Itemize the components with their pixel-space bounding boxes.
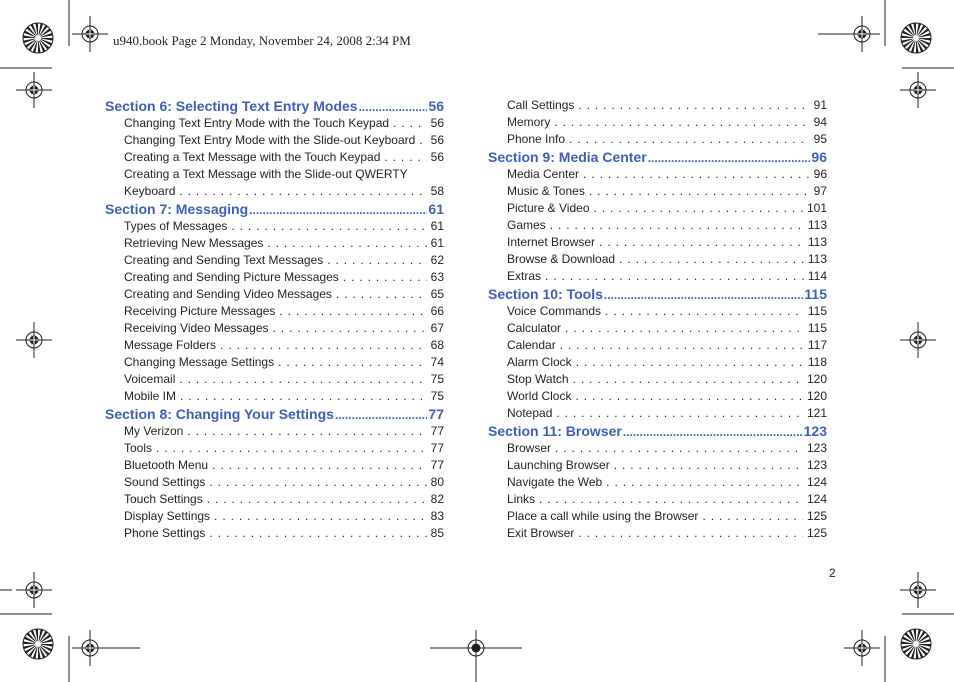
toc-entry[interactable] (488, 183, 827, 200)
toc-right-column (488, 97, 827, 542)
toc-page: 67 (430, 321, 444, 335)
dot-leader (648, 149, 811, 167)
dot-leader (336, 286, 427, 303)
toc-page: 77 (430, 424, 444, 438)
toc-title: Receiving Picture Messages (124, 304, 276, 318)
toc-title: Section 8: Changing Your Settings (105, 406, 334, 422)
dot-leader (575, 388, 803, 405)
toc-title: Notepad (507, 406, 553, 420)
toc-title: Changing Text Entry Mode with the Touch Keypad (124, 116, 390, 130)
toc-page: 83 (430, 509, 444, 523)
toc-title: Internet Browser (507, 235, 596, 249)
toc-page: 125 (806, 526, 827, 540)
starburst-mark-top-left (23, 23, 53, 53)
dot-leader (554, 114, 809, 131)
dot-leader (419, 132, 426, 149)
dot-leader (599, 234, 804, 251)
toc-page: 115 (807, 321, 827, 335)
toc-title: Stop Watch (507, 372, 569, 386)
dot-leader (207, 491, 427, 508)
toc-entry[interactable] (105, 457, 444, 474)
dot-leader (209, 474, 426, 491)
toc-entry[interactable] (488, 508, 827, 525)
toc-title: Section 9: Media Center (488, 149, 647, 165)
toc-entry[interactable] (105, 149, 444, 166)
dot-leader (273, 320, 427, 337)
toc-page: 123 (806, 458, 827, 472)
print-header: u940.book Page 2 Monday, November 24, 2008 2:34 PM (113, 33, 411, 48)
toc-entry[interactable] (488, 354, 827, 371)
toc-entry[interactable] (105, 371, 444, 388)
registration-mark (16, 572, 52, 608)
toc-entry[interactable] (488, 97, 827, 114)
toc-title: Touch Settings (124, 492, 203, 506)
toc-entry[interactable] (105, 235, 444, 252)
toc-page: 96 (813, 167, 827, 181)
toc-title: Navigate the Web (507, 475, 603, 489)
toc-page: 61 (430, 236, 444, 250)
toc-entry[interactable] (105, 474, 444, 491)
toc-title: Browser (507, 441, 552, 455)
toc-title: Phone Settings (124, 526, 206, 540)
toc-entry[interactable] (488, 131, 827, 148)
toc-page: 117 (807, 338, 827, 352)
dot-leader (156, 440, 427, 457)
toc-entry[interactable] (488, 457, 827, 474)
toc-entry[interactable] (488, 525, 827, 542)
toc-page: 97 (813, 184, 827, 198)
toc-page: 101 (806, 201, 827, 215)
toc-entry[interactable] (488, 200, 827, 217)
dot-leader (335, 406, 427, 424)
toc-entry[interactable] (488, 491, 827, 508)
toc-page: 91 (813, 98, 827, 112)
dot-leader (267, 235, 426, 252)
toc-page: 115 (807, 304, 827, 318)
dot-leader (556, 405, 803, 422)
toc-page: 61 (430, 219, 444, 233)
toc-title: Creating and Sending Text Messages (124, 253, 324, 267)
toc-page: 114 (807, 269, 827, 283)
toc-entry[interactable] (488, 166, 827, 183)
registration-mark (16, 72, 52, 108)
toc-title: Voicemail (124, 372, 176, 386)
toc-entry[interactable] (488, 320, 827, 337)
dot-leader (343, 269, 427, 286)
toc-section-heading[interactable] (105, 97, 444, 115)
toc-page: 118 (807, 355, 827, 369)
registration-mark (72, 16, 108, 52)
toc-title: Mobile IM (124, 389, 177, 403)
toc-title: Calculator (507, 321, 562, 335)
dot-leader (209, 525, 426, 542)
toc-page: 56 (430, 116, 444, 130)
toc-title: Links (507, 492, 536, 506)
toc-title: World Clock (507, 389, 572, 403)
toc-page: 124 (806, 492, 827, 506)
registration-mark (900, 72, 936, 108)
toc-entry[interactable] (488, 388, 827, 405)
starburst-mark-top-right (901, 23, 931, 53)
dot-leader (565, 320, 804, 337)
toc-entry[interactable] (105, 269, 444, 286)
toc-title: Games (507, 218, 546, 232)
toc-title: Memory (507, 115, 551, 129)
toc-page: 74 (430, 355, 444, 369)
toc-entry[interactable] (105, 286, 444, 303)
dot-leader (594, 200, 803, 217)
toc-title: Keyboard (124, 184, 176, 198)
dot-leader (605, 303, 804, 320)
toc-title: Music & Tones (507, 184, 585, 198)
toc-title: Retrieving New Messages (124, 236, 264, 250)
dot-leader (212, 457, 427, 474)
toc-title: Calendar (507, 338, 556, 352)
toc-title: Tools (124, 441, 153, 455)
toc-entry[interactable] (105, 354, 444, 371)
dot-leader (614, 457, 803, 474)
toc-entry[interactable] (488, 251, 827, 268)
registration-mark (900, 572, 936, 608)
toc-page: 56 (430, 150, 444, 164)
dot-leader (327, 252, 426, 269)
dot-leader (214, 508, 427, 525)
dot-leader (576, 354, 804, 371)
toc-page: 61 (428, 201, 444, 217)
toc-entry[interactable] (105, 166, 444, 183)
dot-leader (180, 388, 427, 405)
toc-title: Creating a Text Message with the Slide-out QWERTY (124, 167, 408, 181)
toc-entry[interactable] (488, 268, 827, 285)
dot-leader (550, 217, 804, 234)
toc-page: 75 (430, 389, 444, 403)
toc-section-heading[interactable] (105, 200, 444, 218)
registration-mark (16, 322, 52, 358)
toc-entry[interactable] (105, 423, 444, 440)
toc-page: 113 (807, 218, 827, 232)
toc-entry[interactable] (488, 234, 827, 251)
toc-page: 123 (803, 423, 827, 439)
toc-entry[interactable] (105, 337, 444, 354)
dot-leader (604, 286, 804, 304)
toc-entry[interactable] (105, 491, 444, 508)
toc-entry[interactable] (488, 440, 827, 457)
dot-leader (573, 371, 803, 388)
toc-entry[interactable] (488, 217, 827, 234)
toc-title: Picture & Video (507, 201, 590, 215)
toc-page: 63 (430, 270, 444, 284)
toc-page: 115 (804, 286, 827, 302)
dot-leader (179, 183, 426, 200)
toc-title: Changing Text Entry Mode with the Slide-out Keyboard (124, 133, 416, 147)
toc-title: Changing Message Settings (124, 355, 275, 369)
toc-left-column (105, 97, 444, 542)
toc-entry[interactable] (488, 337, 827, 354)
dot-leader (555, 440, 803, 457)
toc-title: Browse & Download (507, 252, 616, 266)
toc-page: 75 (430, 372, 444, 386)
dot-leader (179, 371, 426, 388)
dot-leader (231, 218, 426, 235)
dot-leader (220, 337, 427, 354)
toc-page: 113 (807, 252, 827, 266)
toc-entry[interactable] (488, 474, 827, 491)
toc-section-heading[interactable] (488, 422, 827, 440)
toc-title: Sound Settings (124, 475, 206, 489)
toc-title: Creating a Text Message with the Touch Keypad (124, 150, 381, 164)
toc-entry[interactable] (105, 440, 444, 457)
dot-leader (384, 149, 426, 166)
toc-title: Section 11: Browser (488, 423, 622, 439)
toc-page: 94 (813, 115, 827, 129)
toc-page: 58 (430, 184, 444, 198)
registration-mark (72, 630, 108, 666)
starburst-mark-bottom-left (23, 629, 53, 659)
toc-title: Message Folders (124, 338, 217, 352)
toc-section-heading[interactable] (488, 285, 827, 303)
toc-title: Phone Info (507, 132, 566, 146)
dot-leader (569, 131, 810, 148)
toc-title: Section 7: Messaging (105, 201, 249, 217)
toc-title: Call Settings (507, 98, 575, 112)
toc-entry[interactable] (488, 371, 827, 388)
toc-entry[interactable] (105, 252, 444, 269)
dot-leader (249, 201, 427, 219)
toc-title: Extras (507, 269, 542, 283)
toc-title: Creating and Sending Video Messages (124, 287, 332, 301)
dot-leader (583, 166, 810, 183)
dot-leader (539, 491, 803, 508)
toc-page: 80 (430, 475, 444, 489)
toc-title: Receiving Video Messages (124, 321, 269, 335)
toc-entry[interactable] (105, 132, 444, 149)
toc-page: 56 (428, 98, 444, 114)
toc-page: 77 (430, 458, 444, 472)
toc-entry[interactable] (488, 405, 827, 422)
toc-entry[interactable] (488, 114, 827, 131)
toc-entry[interactable] (105, 388, 444, 405)
toc-page: 123 (806, 441, 827, 455)
dot-leader (393, 115, 427, 132)
toc-page: 82 (430, 492, 444, 506)
toc-entry[interactable] (105, 525, 444, 542)
dot-leader (578, 97, 809, 114)
registration-mark (844, 630, 880, 666)
toc-page: 124 (806, 475, 827, 489)
toc-title: Media Center (507, 167, 580, 181)
toc-page: 85 (430, 526, 444, 540)
toc-page: 95 (813, 132, 827, 146)
toc-entry[interactable] (105, 218, 444, 235)
dot-leader (619, 251, 804, 268)
toc-page: 120 (806, 372, 827, 386)
toc-page: 125 (806, 509, 827, 523)
dot-leader (623, 423, 803, 441)
registration-mark (900, 322, 936, 358)
toc-entry[interactable] (105, 183, 444, 200)
toc-entry[interactable] (105, 320, 444, 337)
dot-leader (187, 423, 426, 440)
page-number: 2 (829, 566, 836, 580)
toc-entry[interactable] (105, 508, 444, 525)
dot-leader (606, 474, 803, 491)
toc-page: 65 (430, 287, 444, 301)
toc-page: 121 (806, 406, 827, 420)
dot-leader (578, 525, 803, 542)
toc-title: Voice Commands (507, 304, 602, 318)
dot-leader (589, 183, 810, 200)
toc-title: Bluetooth Menu (124, 458, 209, 472)
toc-title: Launching Browser (507, 458, 610, 472)
toc-page: 66 (430, 304, 444, 318)
toc-page: 62 (430, 253, 444, 267)
toc-page: 120 (806, 389, 827, 403)
dot-leader (359, 98, 428, 116)
dot-leader (278, 354, 427, 371)
toc-entry[interactable] (488, 303, 827, 320)
toc-page: 113 (807, 235, 827, 249)
toc-title: Section 10: Tools (488, 286, 603, 302)
toc-entry[interactable] (105, 303, 444, 320)
toc-page: 77 (428, 406, 444, 422)
dot-leader (702, 508, 803, 525)
toc-section-heading[interactable] (488, 148, 827, 166)
dot-leader (545, 268, 804, 285)
toc-title: Alarm Clock (507, 355, 572, 369)
toc-page: 77 (430, 441, 444, 455)
toc-title: Types of Messages (124, 219, 228, 233)
toc-title: My Verizon (124, 424, 184, 438)
toc-page: 56 (430, 133, 444, 147)
toc-page: 96 (811, 149, 827, 165)
dot-leader (560, 337, 804, 354)
toc-title: Creating and Sending Picture Messages (124, 270, 339, 284)
toc-section-heading[interactable] (105, 405, 444, 423)
starburst-mark-bottom-right (901, 629, 931, 659)
toc-title: Section 6: Selecting Text Entry Modes (105, 98, 358, 114)
toc-entry[interactable] (105, 115, 444, 132)
toc-title: Exit Browser (507, 526, 575, 540)
dot-leader (279, 303, 426, 320)
toc-title: Place a call while using the Browser (507, 509, 699, 523)
toc-page: 68 (430, 338, 444, 352)
toc-title: Display Settings (124, 509, 211, 523)
